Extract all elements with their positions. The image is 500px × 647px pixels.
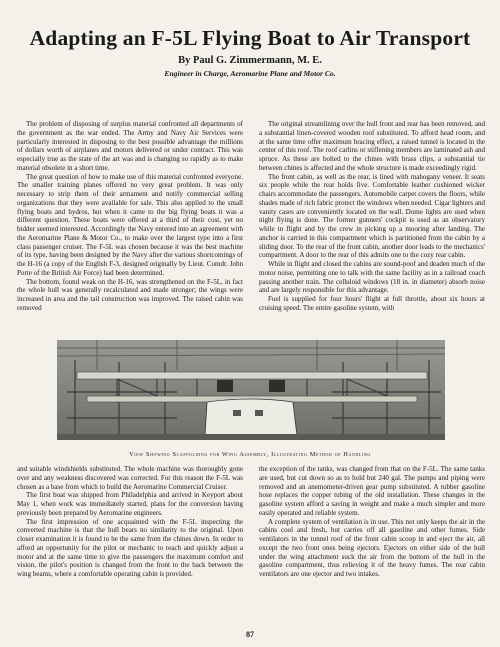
paragraph: the exception of the tanks, was changed from that on the F-5L. The same tanks are used, but cut down so as to hold but 240 gal. The pumps and piping were removed and an anemometer-driven gear pump substituted. A rubber gasoline hose replaces the copper tubing of the old installation. These changes in the gasoline system afford a saving in weight and make a much simpler and more easily operated and reliable system. [259,465,485,517]
scaffolding-photo [57,340,445,440]
left-column-top [17,120,243,338]
paragraph: While in flight and closed the cabins are sound-poof and deaden much of the motor noise, permitting one to talk with the same facility as in a railroad coach passing another train. The celluloid windows (18 in. in diameter) absorb noise and are largely responsible for this advantage. [259,260,485,295]
paragraph: The first boat was shipped from Philadelphia and arrived in Keyport about May 1, when work was immediately started, plans for the conversion having previously been prepared by Aeromarine engineers. [17,491,243,517]
paragraph: Fuel is supplied for four hours' flight at full throttle, about six hours at cruising speed. The entire gasoline system, with [259,295,485,312]
author-affiliation: Engineer in Charge, Aeromarine Plane and Motor Co. [164,69,336,78]
left-column-bottom [17,465,243,625]
right-column-bottom [259,465,485,625]
paragraph: The great question of how to make use of this material confronted everyone. The smaller training planes offered no very great problem. It was only necessary to strip them of their armament and notify commercial selling organizations that they were available for sale. This also applied to the small flying boats and hydros, but when it came to the big flying boats it was a different question. These boats were offered at a third of their cost, yet no bidder seemed interested. Accordingly the Navy entered into an agreement with the Aeromarine Plane & Motor Co., to make over the largest type into a first class passenger cruiser. The F-5L was chosen because it was the best machine of its type, having been designed by the Navy after the various shortcomings of the H-16 (a copy of the English F-3, designed originally by Lieut. Comdr. John Porte of the British Air Force) had been determined. [17,172,243,277]
paragraph: The bottom, found weak on the H-16, was strengthened on the F-5L, in fact the whole hull was generally recalculated and made stronger; the wings were increased in area and the tail construction was improved. The raised cabin was removed [17,277,243,312]
paragraph: and suitable windshields substituted. The whole machine was thoroughly gone over and any weakness discovered was corrected. For this reason the F-5L was chosen as a base from which to build the Aeromarine Commercial Cruiser. [17,465,243,491]
page-number: 87 [246,630,254,639]
right-column-top [259,120,485,338]
paragraph: The first impression of one acquainted with the F-5L inspecting the converted machine is that the hull bears no similarity to the original. Upon closer examination it is found to be the same from the chines down. In order to afford an opportunity for the pilot or mechanic to reach and quickly adjust a motor and at the same time to give the passengers the maximum comfort and vision, the pilot's position is changed from the front to the back between the wing beams, where a comfortable operating cabin is provided. [17,517,243,578]
article-title: Adapting an F-5L Flying Boat to Air Transport [29,26,471,50]
figure-caption: View Showing Scaffolding for Wing Assembly, Illustrating Method of Handling [129,451,371,458]
paragraph: The problem of disposing of surplus material confronted all departments of the government as the war ended. The Army and Navy Air Services were particularly interested in disposing to the best possible advantage the millions of dollars worth of airplanes and motors delivered or under contract. This was especially true as the state of the art was and is changing so rapidly as to make material obsolete in a short time. [17,120,243,172]
paragraph: A complete system of ventilation is in use. This not only keeps the air in the cabins cool and fresh, but carries off all gasoline and other fumes. Side ventilators in the tunnel roof of the front cabin scoop in and eject the air, all except the two front ones being ejectors. Ejectors on either side of the hull under the wing attachment suck the air from the bottom of the hull in the gasoline compartment, thus relieving it of the heavy fumes. The rear cabin ventilators are one ejector and two intakes. [259,517,485,578]
paragraph: The front cabin, as well as the rear, is lined with mahogany veneer. It seats six people while the rear holds five. Comfortable leather cushioned wicker chairs accommodate the passengers. Automobile carpet covers the floors, while shades made of rich fabric protect the windows when needed. Cigar lighters and vanity cases are conveniently located on the wall. Dome lights are used when night flying is done. The former gunners' cockpit is used as an observatory while in flight and by the crew in picking up a mooring after landing. The anchor is carried in this compartment which is partitioned from the cabin by a sliding door. To the rear of the front cabin, another door leads to the mechanics' compartment. A door to the rear of this admits one to the cozy rear cabin. [259,172,485,260]
paragraph: The original streamlining over the hull front and rear has been removed, and a substantial linen-covered wooden roof substituted. To afford head room, and at the same time offer maximum bracing effect, a raised tunnel is located in the center of this roof. The roof carlins or stiffening members are laminated ash and spruce. As these are bolted to the chines with brass clips, a substantial tie between chines is affected and the whole structure is made exceedingly rigid. [259,120,485,172]
flying-boat-scaffolding-image [57,340,445,440]
author-byline: By Paul G. Zimmermann, M. E. [178,55,322,66]
